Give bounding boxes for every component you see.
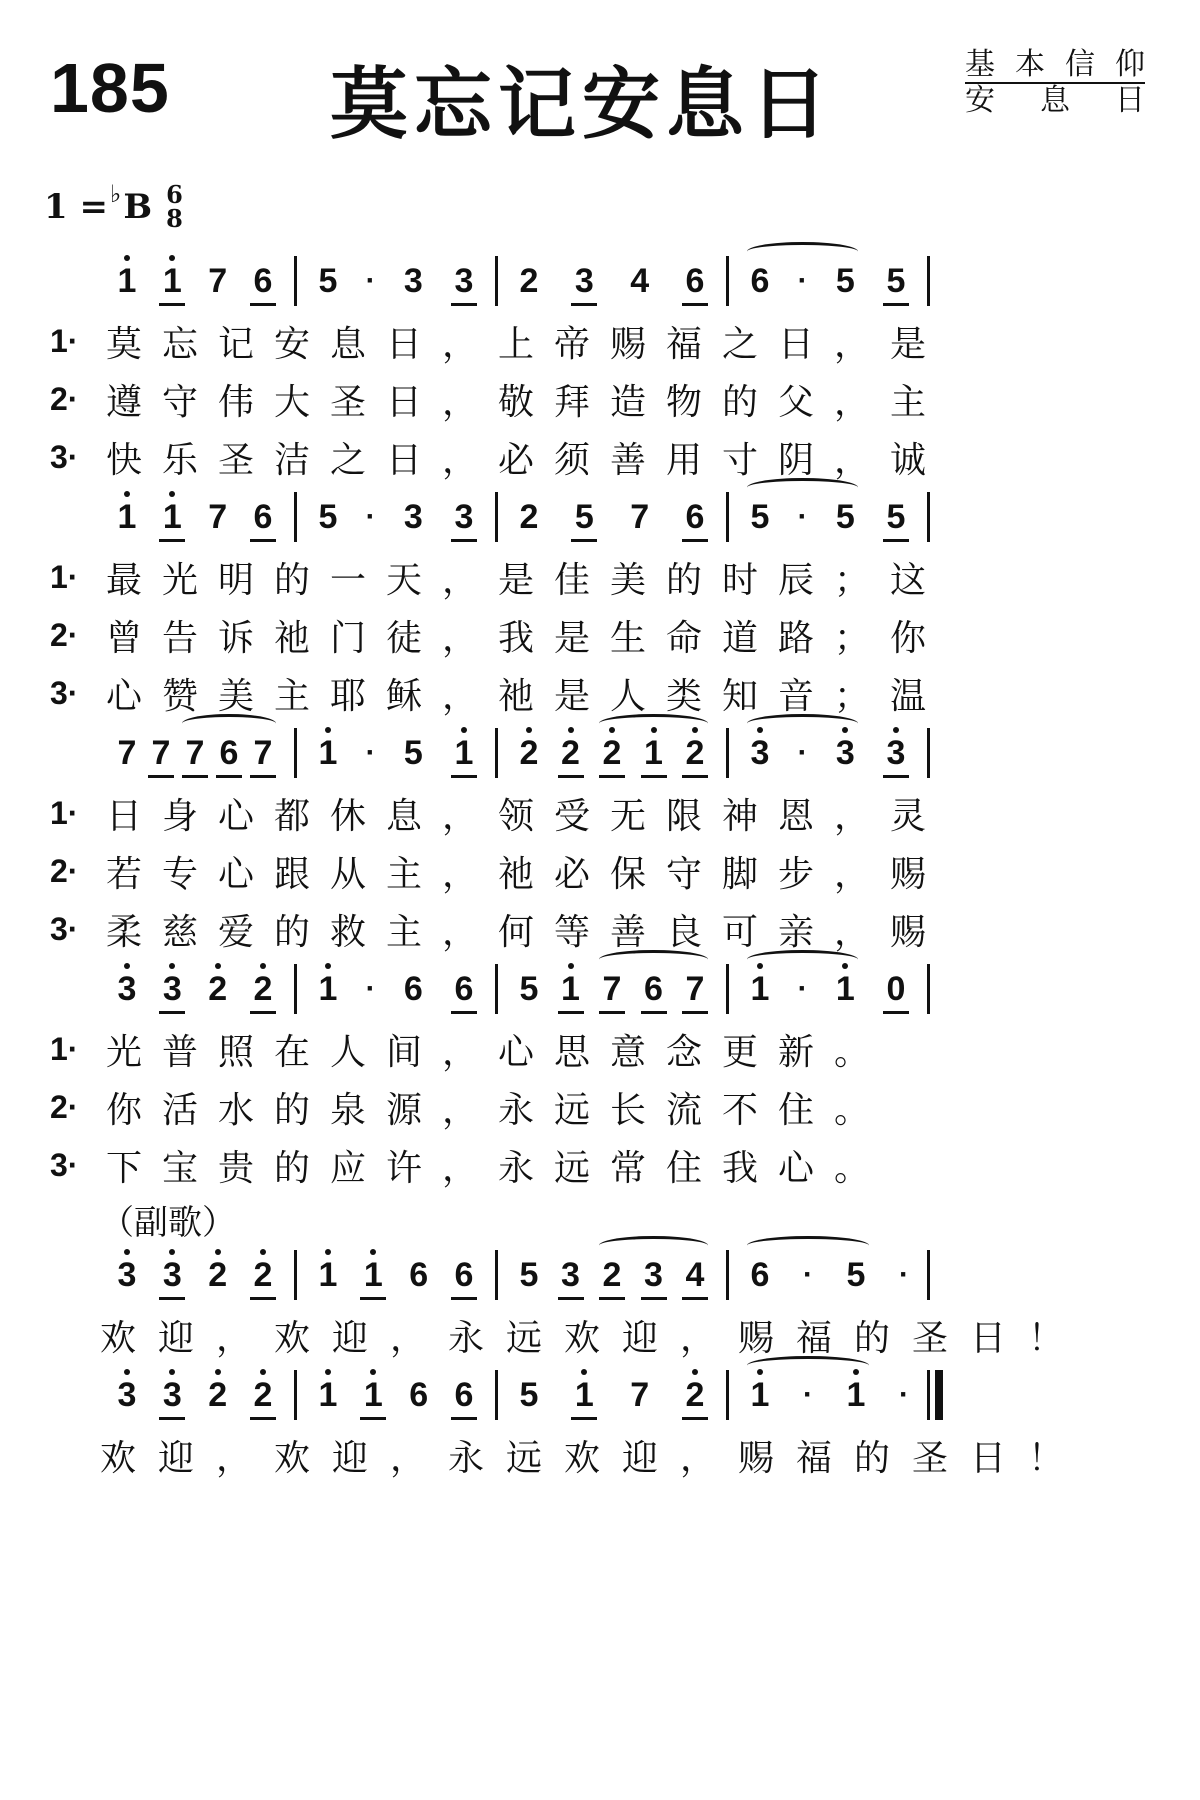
note: 7 [208,262,228,300]
note: 2 [512,733,546,773]
lyric-row [0,784,1200,842]
augmentation-dot: · [365,736,376,769]
augmentation-dot: · [797,736,808,769]
notes-row [0,1244,1200,1306]
note: 7 [630,1376,650,1414]
augmentation-dot: · [899,1378,909,1411]
note: 1 [839,1375,873,1415]
key-signature [44,172,183,242]
hymn-header [0,0,1200,150]
barline [726,1250,729,1300]
lyric-row [0,606,1200,664]
note: 5 [318,262,338,300]
verse-number: 1· [50,322,79,359]
lyric-row [0,664,1200,722]
measure [311,486,481,548]
note: 5 [879,261,913,301]
lyric-text: 快乐圣洁之日，必须善用寸阴，诚 [106,439,947,481]
barline [495,964,498,1014]
note: 2 [678,733,712,773]
chorus-system [0,1364,1200,1484]
note: 0 [879,969,913,1009]
verse-number: 3· [50,438,79,475]
note: 5 [750,498,770,536]
note: 3 [567,261,601,301]
note: 6 [637,969,671,1009]
lyric-row [0,842,1200,900]
measure [311,1364,481,1426]
barline [495,728,498,778]
barline [294,1370,297,1420]
category-char: 本 [1015,47,1045,82]
key-prefix: 1 = [44,187,108,227]
note: 1 [311,969,345,1009]
verse-number: 3· [50,674,79,711]
lyric-row [0,548,1200,606]
verse-number: 1· [50,794,79,831]
measure [743,1244,913,1306]
note: 7 [144,733,178,773]
measure [743,250,913,312]
lyric-row [0,370,1200,428]
verse-number: 2· [50,1088,79,1125]
measure [512,486,712,548]
measure [311,1244,481,1306]
barline [726,1370,729,1420]
measure [743,722,913,784]
measure [311,958,481,1020]
barline [927,964,930,1014]
note: 2 [595,1255,629,1295]
score-system [0,486,1200,722]
tie-arc [599,950,708,969]
verse-number: 3· [50,1146,79,1183]
measure [743,486,913,548]
note: 6 [403,970,423,1008]
note: 4 [630,262,650,300]
lyric-text: 最光明的一天，是佳美的时辰；这 [106,559,947,601]
lyric-text: 心赞美主耶稣，祂是人类知音；温 [106,675,947,717]
note: 5 [519,970,539,1008]
chorus-lyric: 欢迎，欢迎，永远欢迎，赐福的圣日！ [100,1317,1087,1359]
lyric-row [0,312,1200,370]
augmentation-dot: · [797,500,808,533]
measure [311,722,481,784]
augmentation-dot: · [365,972,376,1005]
note: 2 [201,969,235,1009]
notes-row [0,958,1200,1020]
note: 1 [311,1375,345,1415]
lyric-text: 若专心跟从主，祂必保守脚步，赐 [106,853,947,895]
lyric-text: 你活水的泉源，永远长流不住。 [106,1089,891,1131]
time-top: 6 [166,180,183,209]
category-char: 安 [965,83,995,118]
verse-number: 2· [50,616,79,653]
note: 3 [155,1255,189,1295]
barline [294,492,297,542]
flat-icon: ♭ [109,178,122,208]
note: 3 [155,969,189,1009]
note: 2 [519,262,539,300]
note: 5 [846,1256,866,1294]
category-line-1 [965,48,1145,84]
note: 1 [155,497,189,537]
measure [311,250,481,312]
note: 6 [447,1255,481,1295]
tie-arc [747,242,858,261]
tie-arc [747,950,858,969]
lyric-row [0,428,1200,486]
final-barline [927,1370,943,1420]
measure [512,1244,712,1306]
time-bottom: 8 [166,204,183,233]
note: 5 [318,498,338,536]
note: 3 [447,261,481,301]
measure [512,958,712,1020]
barline [495,1250,498,1300]
note: 3 [110,969,144,1009]
barline [726,256,729,306]
note: 1 [743,969,777,1009]
augmentation-dot: · [797,264,808,297]
note: 3 [879,733,913,773]
note: 3 [447,497,481,537]
barline [927,492,930,542]
lyric-row [0,1020,1200,1078]
note: 2 [595,733,629,773]
measure [512,722,712,784]
note: 2 [519,498,539,536]
augmentation-dot: · [899,1258,909,1291]
chorus-system [0,1244,1200,1364]
time-signature [166,180,183,233]
note: 1 [311,1255,345,1295]
note: 7 [246,733,280,773]
note: 3 [554,1255,588,1295]
lyric-text: 遵守伟大圣日，敬拜造物的父，主 [106,381,947,423]
notes-row [0,250,1200,312]
barline [495,1370,498,1420]
score-system [0,250,1200,486]
hymn-category [965,48,1145,118]
note: 6 [678,497,712,537]
note: 1 [743,1375,777,1415]
note: 3 [403,262,423,300]
note: 7 [208,498,228,536]
note: 6 [246,261,280,301]
lyric-row [0,900,1200,958]
barline [927,256,930,306]
measure [110,250,280,312]
verse-number: 2· [50,852,79,889]
note: 1 [110,497,144,537]
note: 7 [678,969,712,1009]
note: 1 [567,1375,601,1415]
barline [294,256,297,306]
score-system [0,958,1200,1194]
note: 1 [110,261,144,301]
measure [110,722,280,784]
note: 3 [637,1255,671,1295]
tie-arc [747,714,858,733]
measure [110,486,280,548]
augmentation-dot: · [803,1258,813,1291]
note: 6 [750,262,770,300]
note: 3 [155,1375,189,1415]
note: 1 [356,1375,390,1415]
note: 6 [409,1376,429,1414]
hymn-number: 185 [50,49,170,127]
verse-number: 3· [50,910,79,947]
note: 5 [879,497,913,537]
lyric-text: 日身心都休息，领受无限神恩，灵 [106,795,947,837]
note: 2 [554,733,588,773]
chorus-lyric: 欢迎，欢迎，永远欢迎，赐福的圣日！ [100,1437,1087,1479]
barline [495,256,498,306]
lyric-row [0,1136,1200,1194]
notes-row [0,1364,1200,1426]
note: 2 [246,1375,280,1415]
chorus-label: （副歌） [100,1202,236,1243]
measure [743,1364,913,1426]
note: 5 [835,262,855,300]
measure [110,958,280,1020]
note: 1 [155,261,189,301]
note: 6 [246,497,280,537]
barline [294,728,297,778]
note: 7 [178,733,212,773]
note: 1 [311,733,345,773]
note: 3 [743,733,777,773]
note: 7 [595,969,629,1009]
note: 6 [409,1256,429,1294]
barline [495,492,498,542]
note: 2 [246,969,280,1009]
tie-arc [747,478,858,497]
lyric-text: 下宝贵的应许，永远常住我心。 [106,1147,891,1189]
note: 2 [246,1255,280,1295]
note: 3 [403,498,423,536]
measure [743,958,913,1020]
note: 7 [630,498,650,536]
note: 2 [201,1255,235,1295]
note: 3 [110,1375,144,1415]
score [0,250,1200,1484]
measure [110,1244,280,1306]
barline [726,964,729,1014]
tie-arc [747,1236,869,1255]
barline [726,728,729,778]
note: 4 [678,1255,712,1295]
note: 1 [637,733,671,773]
augmentation-dot: · [797,972,808,1005]
hymn-title: 莫忘记安息日 [330,60,835,150]
note: 5 [519,1376,539,1414]
verse-number: 1· [50,1030,79,1067]
augmentation-dot: · [803,1378,813,1411]
measure [512,250,712,312]
note: 1 [356,1255,390,1295]
note: 5 [567,497,601,537]
note: 7 [117,734,137,772]
tie-arc [599,1236,708,1255]
note: 3 [828,733,862,773]
note: 5 [835,498,855,536]
key-tonic: B [123,187,153,227]
note: 1 [828,969,862,1009]
barline [927,728,930,778]
note: 6 [212,733,246,773]
note: 1 [447,733,481,773]
barline [726,492,729,542]
augmentation-dot: · [365,264,376,297]
category-char: 信 [1065,47,1095,82]
note: 5 [403,734,423,772]
note: 2 [678,1375,712,1415]
note: 6 [447,1375,481,1415]
tie-arc [747,1356,869,1375]
verse-number: 2· [50,380,79,417]
verse-number: 1· [50,558,79,595]
measure [512,1364,712,1426]
notes-row [0,486,1200,548]
category-char: 息 [1040,83,1070,118]
barline [294,1250,297,1300]
category-char: 日 [1115,83,1145,118]
category-char: 仰 [1115,47,1145,82]
category-char: 基 [965,47,995,82]
barline [927,1250,930,1300]
notes-row [0,722,1200,784]
lyric-row [0,1078,1200,1136]
category-line-2 [965,84,1145,118]
note: 6 [750,1256,770,1294]
measure [110,1364,280,1426]
augmentation-dot: · [365,500,376,533]
tie-arc [599,714,708,733]
note: 6 [447,969,481,1009]
barline [294,964,297,1014]
note: 5 [519,1256,539,1294]
note: 6 [678,261,712,301]
score-system [0,722,1200,958]
lyric-text: 光普照在人间，心思意念更新。 [106,1031,891,1073]
note: 3 [110,1255,144,1295]
lyric-text: 莫忘记安息日，上帝赐福之日，是 [106,323,947,365]
tie-arc [182,714,276,733]
lyric-text: 柔慈爱的救主，何等善良可亲，赐 [106,911,947,953]
note: 1 [554,969,588,1009]
lyric-text: 曾告诉祂门徒，我是生命道路；你 [106,617,947,659]
note: 2 [201,1375,235,1415]
